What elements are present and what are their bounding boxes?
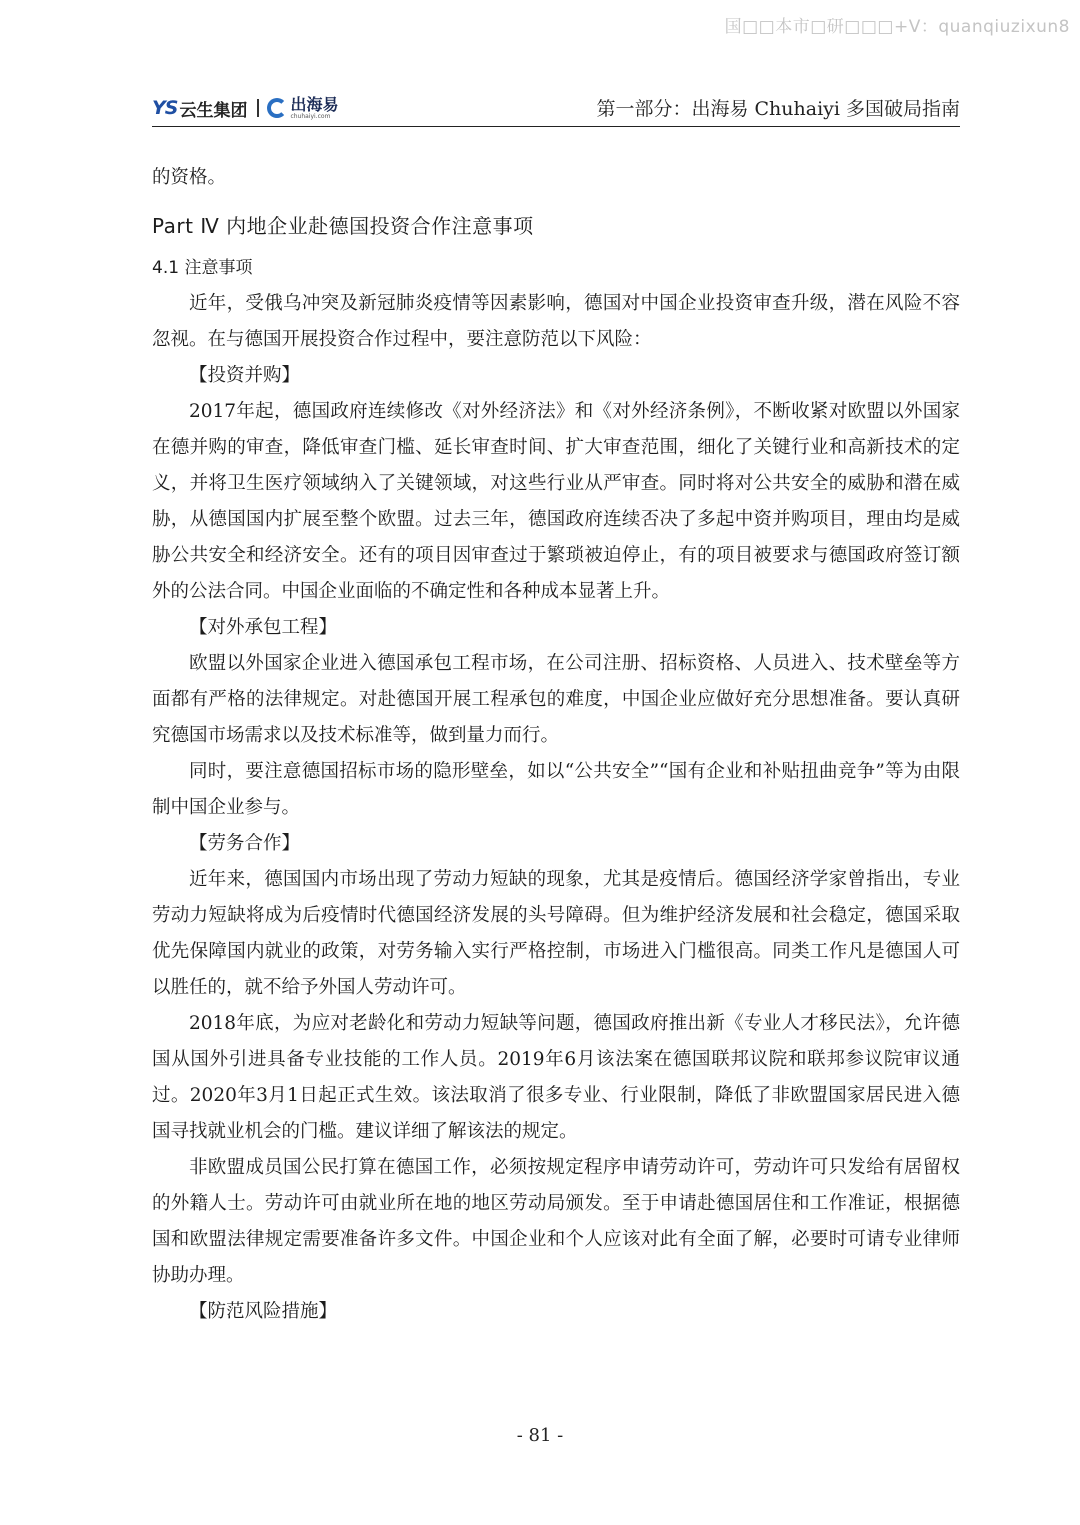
chuhaiyi-logo-icon [267, 98, 287, 118]
intro-paragraph: 近年，受俄乌冲突及新冠肺炎疫情等因素影响，德国对中国企业投资审查升级，潜在风险不容忽视。在与德国开展投资合作过程中，要注意防范以下风险： [152, 293, 960, 350]
ys-logo-name: 云生集团 [179, 100, 248, 121]
watermark: 国□□本市□研□□□+V：quanqiuzixun8 [724, 17, 1070, 37]
subheading-investment: 【投资并购】 [189, 365, 301, 386]
part-title: Part Ⅳ 内地企业赴德国投资合作注意事项 [152, 214, 534, 238]
logo-divider [257, 99, 259, 117]
investment-paragraph: 2017年起，德国政府连续修改《对外经济法》和《对外经济条例》，不断收紧对欧盟以外国家在德并购的审查，降低审查门槛、延长审查时间、扩大审查范围，细化了关键行业和高新技术的定义，并将卫生医疗领域纳入了关键领域，对这些行业从严审查。同时将对公共安全的威胁和潜在威胁，从德国国内扩展至整个欧盟。过去三年，德国政府连续否决了多起中资并购项目，理由均是威胁公共安全和经济安全。还有的项目因审查过于繁琐被迫停止，有的项目被要求与德国政府签订额外的公法合同。中国企业面临的不确定性和各种成本显著上升。 [152, 401, 960, 602]
contracting-paragraph-1: 欧盟以外国家企业进入德国承包工程市场，在公司注册、招标资格、人员进入、技术壁垒等方面都有严格的法律规定。对赴德国开展工程承包的难度，中国企业应做好充分思想准备。要认真研究德国市场需求以及技术标准等，做到量力而行。 [152, 653, 960, 746]
chuhaiyi-logo-name: 出海易 [290, 94, 339, 114]
labor-paragraph-1: 近年来，德国国内市场出现了劳动力短缺的现象，尤其是疫情后。德国经济学家曾指出，专业劳动力短缺将成为后疫情时代德国经济发展的头号障碍。但为维护经济发展和社会稳定，德国采取优先保障国内就业的政策，对劳务输入实行严格控制，市场进入门槛很高。同类工作凡是德国人可以胜任的，就不给予外国人劳动许可。 [152, 869, 960, 998]
lead-text: 的资格。 [152, 167, 227, 188]
page-content [152, 160, 960, 1330]
labor-paragraph-3: 非欧盟成员国公民打算在德国工作，必须按规定程序申请劳动许可，劳动许可只发给有居留权的外籍人士。劳动许可由就业所在地的地区劳动局颁发。至于申请赴德国居住和工作准证，根据德国和欧盟法律规定需要准备许多文件。中国企业和个人应该对此有全面了解，必要时可请专业律师协助办理。 [152, 1157, 960, 1286]
header-title: 第一部分：出海易 Chuhaiyi 多国破局指南 [596, 98, 960, 120]
ys-logo-mark: YS [152, 97, 178, 119]
page-header [152, 88, 960, 127]
section-title: 4.1 注意事项 [152, 258, 253, 278]
chuhaiyi-logo [290, 94, 339, 120]
page-number: - 81 - [516, 1425, 564, 1446]
labor-paragraph-2: 2018年底，为应对老龄化和劳动力短缺等问题，德国政府推出新《专业人才移民法》，允许德国从国外引进具备专业技能的工作人员。2019年6月该法案在德国联邦议院和联邦参议院审议通过。2020年3月1日起正式生效。该法取消了很多专业、行业限制，降低了非欧盟国家居民进入德国寻找就业机会的门槛。建议详细了解该法的规定。 [152, 1013, 960, 1142]
subheading-risk-measures: 【防范风险措施】 [189, 1301, 338, 1322]
subheading-labor: 【劳务合作】 [189, 833, 301, 854]
subheading-contracting: 【对外承包工程】 [189, 617, 338, 638]
contracting-paragraph-2: 同时，要注意德国招标市场的隐形壁垒，如以“公共安全”“国有企业和补贴扭曲竞争”等为由限制中国企业参与。 [152, 761, 960, 818]
chuhaiyi-logo-url: chuhaiyi.com [290, 112, 331, 120]
header-logos [152, 94, 338, 122]
